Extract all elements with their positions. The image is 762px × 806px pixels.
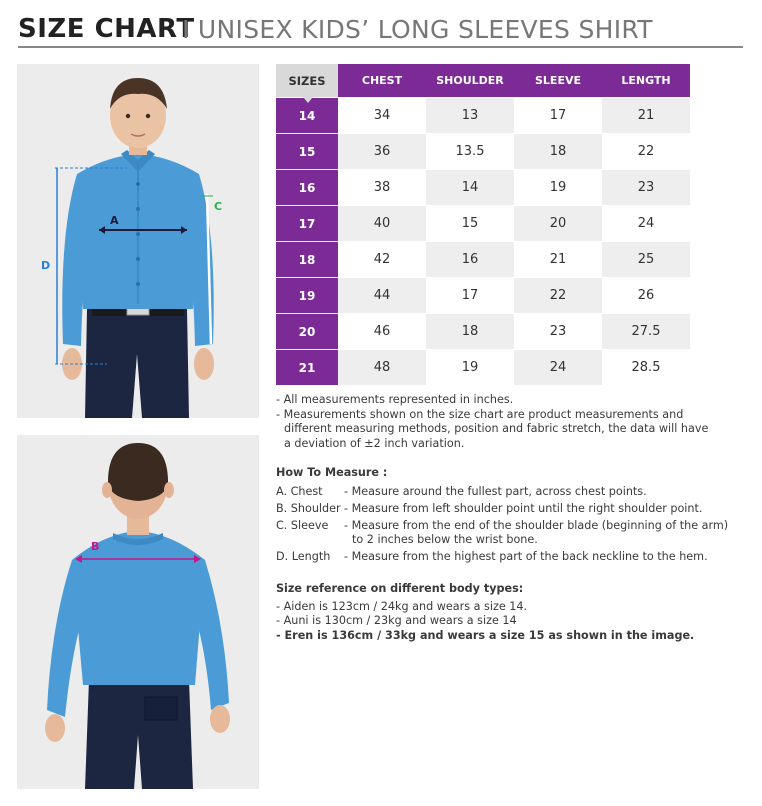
cell-shoulder: 14 <box>426 170 514 205</box>
measure-text <box>344 519 752 547</box>
table-row <box>276 350 690 385</box>
front-view-photo <box>17 64 259 418</box>
table-row <box>276 134 690 169</box>
cell-size: 15 <box>276 134 338 169</box>
cell-length: 26 <box>602 278 690 313</box>
table-row <box>276 314 690 349</box>
note-line: - All measurements represented in inches. <box>276 393 514 406</box>
size-reference-line: - Aiden is 123cm / 24kg and wears a size 14. <box>276 599 528 613</box>
back-view-photo <box>17 435 259 789</box>
cell-length: 27.5 <box>602 314 690 349</box>
cell-shoulder: 13.5 <box>426 134 514 169</box>
cell-shoulder: 17 <box>426 278 514 313</box>
measure-text: - Measure around the fullest part, across chest points. <box>344 485 647 498</box>
table-row <box>276 278 690 313</box>
measure-label: D. Length <box>276 550 331 563</box>
header-divider <box>18 46 743 48</box>
note-line: a deviation of ±2 inch variation. <box>284 436 465 450</box>
cell-size: 17 <box>276 206 338 241</box>
cell-chest: 36 <box>338 134 426 169</box>
label-c: C <box>214 200 223 213</box>
label-d: D <box>41 259 51 272</box>
header-length: LENGTH <box>602 64 690 97</box>
cell-chest: 46 <box>338 314 426 349</box>
cell-length: 25 <box>602 242 690 277</box>
measure-text: - Measure from left shoulder point until the right shoulder point. <box>344 502 703 515</box>
size-reference <box>276 582 752 643</box>
cell-chest: 40 <box>338 206 426 241</box>
table-row <box>276 206 690 241</box>
cell-length: 22 <box>602 134 690 169</box>
measurement-notes <box>276 393 746 451</box>
cell-sleeve: 20 <box>514 206 602 241</box>
measure-text: - Measure from the highest part of the back neckline to the hem. <box>344 550 708 563</box>
note-line: different measuring methods, position and fabric stretch, the data will have <box>284 422 709 435</box>
label-b: B <box>91 540 100 553</box>
cell-chest: 48 <box>338 350 426 385</box>
size-reference-line: - Auni is 130cm / 23kg and wears a size 14 <box>276 614 517 627</box>
page-subtitle: I UNISEX KIDS’ LONG SLEEVES SHIRT <box>182 15 653 44</box>
cell-sleeve: 19 <box>514 170 602 205</box>
table-header-row <box>276 64 690 97</box>
cell-shoulder: 18 <box>426 314 514 349</box>
cell-length: 28.5 <box>602 350 690 385</box>
measure-text-line: - Measure from the end of the shoulder blade (beginning of the arm) <box>344 519 729 532</box>
header-sleeve: SLEEVE <box>514 64 602 97</box>
page-title: SIZE CHART <box>18 14 195 44</box>
size-reference-heading: Size reference on different body types: <box>276 582 524 595</box>
cell-size: 21 <box>276 350 338 385</box>
measure-label: A. Chest <box>276 485 323 498</box>
measure-label: B. Shoulder <box>276 502 341 515</box>
front-view-illustration <box>17 64 259 418</box>
label-a: A <box>110 214 119 227</box>
cell-sleeve: 17 <box>514 98 602 133</box>
measure-item-length <box>276 550 752 564</box>
header-shoulder: SHOULDER <box>426 64 514 97</box>
cell-chest: 42 <box>338 242 426 277</box>
measure-label: C. Sleeve <box>276 519 329 532</box>
cell-size: 20 <box>276 314 338 349</box>
cell-length: 23 <box>602 170 690 205</box>
note-line: - Measurements shown on the size chart are product measurements and <box>276 407 684 421</box>
measure-item-sleeve <box>276 519 752 547</box>
size-reference-line: - Eren is 136cm / 33kg and wears a size 15 as shown in the image. <box>276 628 695 642</box>
cell-size: 14 <box>276 98 338 133</box>
cell-length: 21 <box>602 98 690 133</box>
how-to-measure <box>276 466 752 567</box>
cell-sleeve: 23 <box>514 314 602 349</box>
cell-shoulder: 19 <box>426 350 514 385</box>
table-row <box>276 242 690 277</box>
cell-sleeve: 24 <box>514 350 602 385</box>
cell-sleeve: 21 <box>514 242 602 277</box>
header-sizes: SIZES <box>276 64 338 97</box>
cell-length: 24 <box>602 206 690 241</box>
measure-item-shoulder <box>276 502 752 516</box>
cell-size: 18 <box>276 242 338 277</box>
back-view-illustration <box>17 435 259 789</box>
cell-shoulder: 16 <box>426 242 514 277</box>
how-to-measure-heading: How To Measure : <box>276 466 388 479</box>
cell-size: 16 <box>276 170 338 205</box>
measure-item-chest <box>276 485 752 499</box>
header <box>18 12 744 48</box>
header-chest: CHEST <box>338 64 426 97</box>
cell-size: 19 <box>276 278 338 313</box>
cell-chest: 38 <box>338 170 426 205</box>
size-table <box>276 64 690 385</box>
cell-chest: 34 <box>338 98 426 133</box>
cell-sleeve: 18 <box>514 134 602 169</box>
cell-shoulder: 15 <box>426 206 514 241</box>
cell-chest: 44 <box>338 278 426 313</box>
cell-shoulder: 13 <box>426 98 514 133</box>
table-row <box>276 170 690 205</box>
cell-sleeve: 22 <box>514 278 602 313</box>
table-row <box>276 98 690 133</box>
table-body <box>276 98 690 385</box>
measure-text-line: to 2 inches below the wrist bone. <box>352 533 538 546</box>
